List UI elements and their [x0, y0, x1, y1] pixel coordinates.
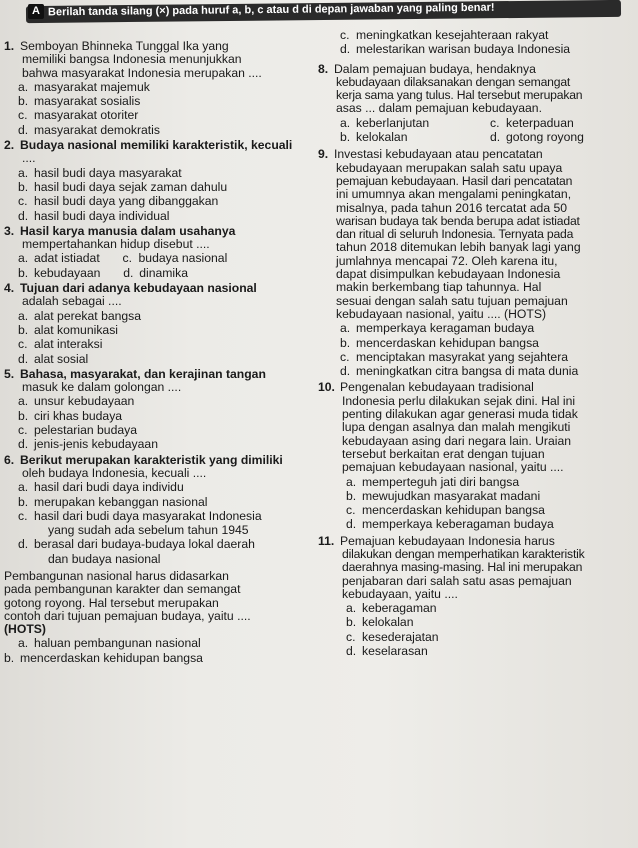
question-text: pemajuan kebudayaan nasional, yaitu .... [342, 460, 564, 475]
question-number: 5. [4, 366, 15, 381]
question-11 [318, 535, 634, 659]
option-d[interactable]: d. hasil budi daya individual [18, 209, 170, 223]
option-b[interactable]: b. mewujudkan masyarakat madani [346, 489, 541, 503]
question-text: Tujuan dari adanya kebudayaan nasional [20, 281, 257, 296]
section-letter: A [28, 4, 44, 19]
option-b[interactable]: b. alat komunikasi [18, 323, 118, 337]
question-text: penjabaran dari salah satu asas pemajuan [342, 573, 572, 588]
option-a[interactable]: a. memperteguh jati diri bangsa [346, 475, 520, 489]
question-text: Indonesia perlu dilakukan sejak dini. Hal ini [342, 393, 576, 408]
question-text: tersebut berkaitan erat dengan tujuan [342, 446, 545, 461]
option-c[interactable]: c. meningkatkan kesejahteraan rakyat [340, 29, 549, 42]
question-text: Investasi kebudayaan atau pencatatan [334, 147, 543, 162]
option-a[interactable]: a. hasil dari budi daya individu [18, 481, 184, 495]
question-text: Pembangunan nasional harus didasarkan [4, 568, 229, 583]
option-c[interactable]: c. kesederajatan [346, 630, 439, 644]
option-b[interactable]: b. kelokalan [346, 616, 414, 630]
question-text: kebudayaan, yaitu .... [342, 586, 458, 601]
option-a[interactable]: a. adat istiadat [18, 252, 100, 266]
option-a[interactable]: a. memperkaya keragaman budaya [340, 322, 535, 336]
question-text: Hasil karya manusia dalam usahanya [20, 223, 236, 238]
option-d[interactable]: d. memperkaya keberagaman budaya [346, 518, 554, 532]
option-b[interactable]: b. masyarakat sosialis [18, 95, 141, 109]
option-d[interactable]: d. keselarasan [346, 645, 428, 659]
question-text: Pengenalan kebudayaan tradisional [340, 380, 534, 395]
question-text: ini umumnya akan mengalami peningkatan, [336, 187, 572, 202]
question-1 [4, 40, 314, 137]
option-b[interactable]: b. mencerdaskan kehidupan bangsa [340, 336, 539, 350]
right-column [318, 28, 634, 660]
option-d[interactable]: d. dinamika [123, 266, 188, 280]
option-d[interactable]: d. alat sosial [18, 352, 89, 366]
question-2 [4, 139, 314, 223]
option-d[interactable]: d. melestarikan warisan budaya Indonesia [340, 43, 571, 57]
question-number: 1. [4, 39, 15, 53]
question-text: kebudayaan asing dari negara lain. Uraian [342, 433, 572, 448]
question-10 [318, 381, 634, 531]
question-text: Budaya nasional memiliki karakteristik, kecuali [20, 138, 293, 153]
question-number: 10. [318, 380, 335, 395]
question-text: contoh dari tujuan pemajuan budaya, yaitu .... [4, 608, 251, 623]
option-a[interactable]: a. keberlanjutan [340, 116, 430, 130]
question-text: .... [22, 151, 36, 166]
question-text: asas ... dalam pemajuan kebudayaan. [336, 101, 542, 116]
option-d[interactable]: d. berasal dari budaya-budaya lokal daerah [18, 538, 255, 552]
question-number: 4. [4, 281, 15, 296]
question-text: Pemajuan kebudayaan Indonesia harus [340, 533, 555, 548]
question-text: pemajuan kebudayaan. Hasil dari pencatatan [336, 173, 573, 188]
question-text: warisan budaya tak benda berupa adat istiadat [336, 213, 580, 228]
option-a[interactable]: a. alat perekat bangsa [18, 309, 142, 323]
question-text: sesuai dengan salah satu tujuan pemajuan [336, 293, 568, 308]
question-number: 9. [318, 147, 329, 162]
question-text: daerahnya masing-masing. Hal ini merupakan [342, 560, 583, 575]
option-a[interactable]: a. hasil budi daya masyarakat [18, 166, 182, 180]
question-8 [318, 63, 634, 145]
question-number: 3. [4, 223, 15, 238]
option-a[interactable]: a. keberagaman [346, 602, 437, 616]
left-column [4, 28, 314, 667]
question-text: memiliki bangsa Indonesia menunjukkan [22, 52, 242, 67]
question-text: jumlahnya mencapai 72. Oleh karena itu, [336, 253, 558, 268]
question-text: dilakukan dengan memperhatikan karakteristik [342, 546, 585, 561]
option-b[interactable]: b. kelokalan [340, 131, 408, 145]
question-4 [4, 282, 314, 366]
question-text: bahwa masyarakat Indonesia merupakan .... [22, 65, 262, 80]
option-b[interactable]: b. ciri khas budaya [18, 409, 123, 423]
question-text: Semboyan Bhinneka Tunggal Ika yang [20, 39, 229, 53]
question-text: adalah sebagai .... [22, 294, 122, 309]
question-text: penting dilakukan agar generasi muda tidak [342, 407, 578, 422]
question-number: 2. [4, 138, 15, 153]
option-c[interactable]: c. keterpaduan [490, 116, 574, 130]
question-9 [318, 148, 634, 378]
options-row-2 [18, 267, 314, 280]
question-5 [4, 368, 314, 452]
question-6 [4, 454, 314, 566]
option-d[interactable]: d. jenis-jenis kebudayaan [18, 438, 158, 452]
question-text: dapat disimpulkan kebudayaan Indonesia [336, 267, 561, 282]
option-b[interactable]: b. mencerdaskan kehidupan bangsa [4, 651, 203, 665]
option-c[interactable]: c. hasil dari budi daya masyarakat Indonesia [18, 509, 262, 523]
question-text: mempertahankan hidup disebut .... [22, 237, 210, 252]
option-a[interactable]: a. unsur kebudayaan [18, 395, 135, 409]
question-text: tahun 2018 ditemukan lebih banyak lagi yang [336, 240, 581, 255]
option-c[interactable]: c. pelestarian budaya [18, 424, 137, 438]
option-d[interactable]: d. meningkatkan citra bangsa di mata dunia [340, 365, 579, 379]
question-7 [4, 570, 314, 665]
question-number: 11. [318, 533, 335, 548]
question-text: lupa dengan asalnya dan malah mengikuti [342, 420, 571, 435]
question-text: Berikut merupakan karakteristik yang dimiliki [20, 452, 283, 467]
options-row-2 [340, 131, 634, 144]
option-b[interactable]: b. merupakan kebanggan nasional [18, 495, 208, 509]
option-d-cont: dan budaya nasional [48, 552, 161, 566]
option-c[interactable]: c. masyarakat otoriter [18, 109, 139, 123]
option-c[interactable]: c. alat interaksi [18, 338, 103, 352]
option-d[interactable]: d. gotong royong [490, 131, 584, 145]
instruction-text: Berilah tanda silang (×) pada huruf a, b, c atau d di depan jawaban yang paling benar! [47, 1, 495, 19]
option-c[interactable]: c. menciptakan masyrakat yang sejahtera [340, 350, 569, 364]
option-b[interactable]: b. hasil budi daya sejak zaman dahulu [18, 180, 228, 194]
question-number: 6. [4, 452, 15, 467]
option-d[interactable]: d. masyarakat demokratis [18, 123, 160, 137]
question-text: misalnya, pada tahun 2016 tercatat ada 50 [336, 200, 568, 215]
option-c[interactable]: c. hasil budi daya yang dibanggakan [18, 195, 219, 209]
option-a[interactable]: a. haluan pembangunan nasional [18, 637, 201, 651]
question-text: kebudayaan nasional, yaitu .... (HOTS) [336, 306, 547, 321]
option-c[interactable]: c. mencerdaskan kehidupan bangsa [346, 504, 545, 518]
question-text: gotong royong. Hal tersebut merupakan [4, 595, 219, 610]
question-number: 8. [318, 61, 329, 76]
question-text: makin berkembang tiap tahunnya. Hal [336, 280, 542, 295]
question-text: oleh budaya Indonesia, kecuali .... [22, 465, 207, 480]
options-row-1 [340, 117, 634, 130]
instruction-header [0, 0, 638, 24]
question-text: kebudayaan merupakan salah satu upaya [336, 160, 563, 175]
options-row-1 [18, 252, 314, 265]
question-3 [4, 225, 314, 280]
question-text: pada pembangunan karakter dan semangat [4, 582, 241, 597]
question-text: masuk ke dalam golongan .... [22, 380, 182, 395]
question-text: Bahasa, masyarakat, dan kerajinan tangan [20, 366, 266, 381]
question-text: kebudayaan dilaksanakan dengan semangat [336, 74, 571, 89]
option-c[interactable]: c. budaya nasional [122, 252, 228, 266]
question-text: Dalam pemajuan budaya, hendaknya [334, 61, 536, 76]
question-7-continued [318, 29, 634, 57]
option-c-cont: yang sudah ada sebelum tahun 1945 [48, 524, 249, 538]
hots-tag: (HOTS) [4, 622, 46, 637]
question-text: kerja sama yang tulus. Hal tersebut merupakan [336, 88, 583, 103]
question-text: dan ritual di seluruh Indonesia. Ternyata pada [336, 227, 574, 242]
option-b[interactable]: b. kebudayaan [18, 266, 101, 280]
option-a[interactable]: a. masyarakat majemuk [18, 80, 150, 94]
